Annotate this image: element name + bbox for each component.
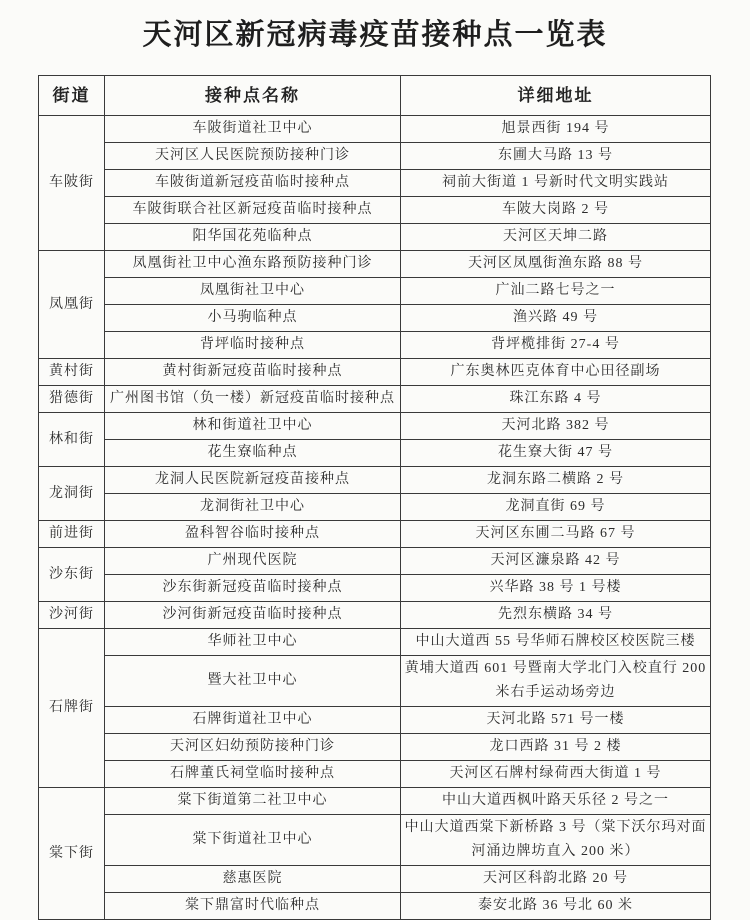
table-row (39, 116, 711, 143)
street-cell: 棠下街 (39, 788, 105, 920)
site-name-cell: 暨大社卫中心 (105, 656, 401, 707)
street-cell: 黄村街 (39, 359, 105, 386)
address-cell: 广东奥林匹克体育中心田径副场 (401, 359, 711, 386)
site-name-cell: 天河区妇幼预防接种门诊 (105, 734, 401, 761)
table-row (39, 278, 711, 305)
address-cell: 天河区濂泉路 42 号 (401, 548, 711, 575)
table-row (39, 734, 711, 761)
site-name-cell: 沙河街新冠疫苗临时接种点 (105, 602, 401, 629)
street-cell: 林和街 (39, 413, 105, 467)
site-name-cell: 天河区人民医院预防接种门诊 (105, 143, 401, 170)
street-cell: 前进街 (39, 521, 105, 548)
site-name-cell: 车陂街道新冠疫苗临时接种点 (105, 170, 401, 197)
vaccination-sites-table (38, 75, 711, 920)
site-name-cell: 沙东街新冠疫苗临时接种点 (105, 575, 401, 602)
site-name-cell: 车陂街联合社区新冠疫苗临时接种点 (105, 197, 401, 224)
address-cell: 黄埔大道西 601 号暨南大学北门入校直行 200 米右手运动场旁边 (401, 656, 711, 707)
site-name-cell: 车陂街道社卫中心 (105, 116, 401, 143)
street-cell: 车陂街 (39, 116, 105, 251)
table-row (39, 548, 711, 575)
table-row (39, 413, 711, 440)
table-row (39, 788, 711, 815)
page-title: 天河区新冠病毒疫苗接种点一览表 (142, 19, 608, 51)
address-cell: 龙洞东路二横路 2 号 (401, 467, 711, 494)
table-header-row (39, 76, 711, 116)
site-name-cell: 棠下鼎富时代临种点 (105, 893, 401, 920)
table-row (39, 359, 711, 386)
table-row (39, 761, 711, 788)
table-row (39, 386, 711, 413)
site-name-cell: 花生寮临种点 (105, 440, 401, 467)
site-name-cell: 小马驹临种点 (105, 305, 401, 332)
table-row (39, 602, 711, 629)
address-cell: 渔兴路 49 号 (401, 305, 711, 332)
address-cell: 天河北路 571 号一楼 (401, 707, 711, 734)
table-row (39, 467, 711, 494)
address-cell: 背坪榄排街 27-4 号 (401, 332, 711, 359)
table-row (39, 815, 711, 866)
address-cell: 天河区凤凰街渔东路 88 号 (401, 251, 711, 278)
street-cell: 沙东街 (39, 548, 105, 602)
site-name-cell: 慈惠医院 (105, 866, 401, 893)
street-cell: 猎德街 (39, 386, 105, 413)
site-name-cell: 龙洞人民医院新冠疫苗接种点 (105, 467, 401, 494)
header-street: 街道 (39, 76, 105, 116)
address-cell: 兴华路 38 号 1 号楼 (401, 575, 711, 602)
table-row (39, 251, 711, 278)
site-name-cell: 棠下街道社卫中心 (105, 815, 401, 866)
site-name-cell: 石牌董氏祠堂临时接种点 (105, 761, 401, 788)
table-row (39, 656, 711, 707)
document-page (0, 12, 750, 913)
address-cell: 祠前大街道 1 号新时代文明实践站 (401, 170, 711, 197)
table-row (39, 575, 711, 602)
table-row (39, 143, 711, 170)
street-cell: 凤凰街 (39, 251, 105, 359)
table-row (39, 440, 711, 467)
address-cell: 天河区天坤二路 (401, 224, 711, 251)
address-cell: 中山大道西棠下新桥路 3 号（棠下沃尔玛对面河涌边牌坊直入 200 米） (401, 815, 711, 866)
site-name-cell: 广州现代医院 (105, 548, 401, 575)
address-cell: 龙洞直街 69 号 (401, 494, 711, 521)
site-name-cell: 盈科智谷临时接种点 (105, 521, 401, 548)
street-cell: 沙河街 (39, 602, 105, 629)
site-name-cell: 凤凰街社卫中心渔东路预防接种门诊 (105, 251, 401, 278)
address-cell: 珠江东路 4 号 (401, 386, 711, 413)
header-site-name: 接种点名称 (105, 76, 401, 116)
address-cell: 中山大道西 55 号华师石牌校区校医院三楼 (401, 629, 711, 656)
table-body (39, 116, 711, 920)
site-name-cell: 凤凰街社卫中心 (105, 278, 401, 305)
table-row (39, 893, 711, 920)
street-cell: 石牌街 (39, 629, 105, 788)
site-name-cell: 林和街道社卫中心 (105, 413, 401, 440)
table-row (39, 170, 711, 197)
site-name-cell: 黄村街新冠疫苗临时接种点 (105, 359, 401, 386)
address-cell: 车陂大岗路 2 号 (401, 197, 711, 224)
site-name-cell: 华师社卫中心 (105, 629, 401, 656)
table-row (39, 494, 711, 521)
site-name-cell: 阳华国花苑临种点 (105, 224, 401, 251)
address-cell: 龙口西路 31 号 2 楼 (401, 734, 711, 761)
table-row (39, 332, 711, 359)
site-name-cell: 石牌街道社卫中心 (105, 707, 401, 734)
site-name-cell: 龙洞街社卫中心 (105, 494, 401, 521)
address-cell: 天河北路 382 号 (401, 413, 711, 440)
address-cell: 东圃大马路 13 号 (401, 143, 711, 170)
site-name-cell: 背坪临时接种点 (105, 332, 401, 359)
site-name-cell: 广州图书馆（负一楼）新冠疫苗临时接种点 (105, 386, 401, 413)
address-cell: 泰安北路 36 号北 60 米 (401, 893, 711, 920)
table-row (39, 197, 711, 224)
table-row (39, 305, 711, 332)
table-row (39, 629, 711, 656)
address-cell: 花生寮大街 47 号 (401, 440, 711, 467)
table-row (39, 521, 711, 548)
address-cell: 先烈东横路 34 号 (401, 602, 711, 629)
street-cell: 龙洞街 (39, 467, 105, 521)
header-address: 详细地址 (401, 76, 711, 116)
site-name-cell: 棠下街道第二社卫中心 (105, 788, 401, 815)
address-cell: 广汕二路七号之一 (401, 278, 711, 305)
address-cell: 中山大道西枫叶路天乐径 2 号之一 (401, 788, 711, 815)
address-cell: 天河区石牌村绿荷西大街道 1 号 (401, 761, 711, 788)
address-cell: 旭景西街 194 号 (401, 116, 711, 143)
address-cell: 天河区东圃二马路 67 号 (401, 521, 711, 548)
table-row (39, 866, 711, 893)
address-cell: 天河区科韵北路 20 号 (401, 866, 711, 893)
table-row (39, 707, 711, 734)
table-row (39, 224, 711, 251)
